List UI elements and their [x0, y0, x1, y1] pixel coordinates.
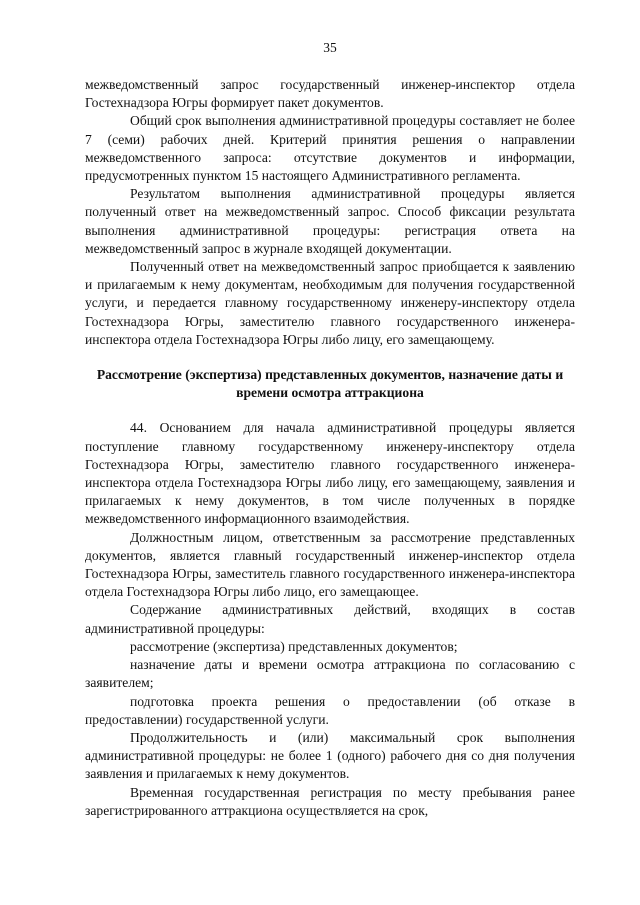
list-item: рассмотрение (экспертиза) представленных документов; — [130, 638, 458, 654]
paragraph: Продолжительность и (или) максимальный срок выполнения административной процедуры: не более 1 (одного) рабочего дня со дня получения заявления и прилагаемых к нему документов. — [85, 729, 575, 782]
paragraph: Временная государственная регистрация по месту пребывания ранее зарегистрированного аттракциона осуществляется на срок, — [85, 784, 575, 818]
page-number: 35 — [323, 40, 337, 55]
paragraph: Должностным лицом, ответственным за рассмотрение представленных документов, является главный государственный инженер-инспектор отдела Гостехнадзора Югры, заместитель главного государственного инженера-инспектора отдела Гостехнадзора Югры либо лицо, его замещающее. — [85, 529, 575, 600]
paragraph: 44. Основанием для начала административной процедуры является поступление главному государственному инженеру-инспектору отдела Гостехнадзора Югры, заместителю главного государственного инженера-инспектора отдела Гостехнадзора Югры либо лицу, его замещающему, заявления и прилагаемых к нему документов, в том числе полученных в порядке межведомственного информационного взаимодействия. — [85, 420, 575, 527]
document-body — [85, 76, 575, 820]
list-item: подготовка проекта решения о предоставлении (об отказе в предоставлении) государственной услуги. — [85, 693, 575, 727]
list-item: назначение даты и времени осмотра аттракциона по согласованию с заявителем; — [85, 657, 575, 691]
paragraph: Содержание административных действий, входящих в состав административной процедуры: — [85, 602, 575, 636]
paragraph: Общий срок выполнения административной процедуры составляет не более 7 (семи) рабочих дней. Критерий принятия решения о направлении межведомственного запроса: отсутствие документов и информации, предусмотренных пунктом 15 настоящего Административного регламента. — [85, 113, 575, 184]
paragraph: Результатом выполнения административной процедуры является полученный ответ на межведомственный запрос. Способ фиксации результата выполнения административной процедуры: регистрация ответа на межведомственный запрос в журнале входящей документации. — [85, 186, 575, 256]
section-heading: Рассмотрение (экспертиза) представленных документов, назначение даты и времени осмотра аттракциона — [96, 367, 564, 401]
paragraph: межведомственный запрос государственный инженер-инспектор отдела Гостехнадзора Югры формирует пакет документов. — [85, 77, 575, 111]
paragraph: Полученный ответ на межведомственный запрос приобщается к заявлению и прилагаемым к нему документам, необходимым для получения государственной услуги, и передается главному государственному инженеру-инспектору отдела Гостехнадзора Югры, заместителю главного государственного инженера-инспектора отдела Гостехнадзора Югры либо лицу, его замещающему. — [85, 259, 575, 347]
